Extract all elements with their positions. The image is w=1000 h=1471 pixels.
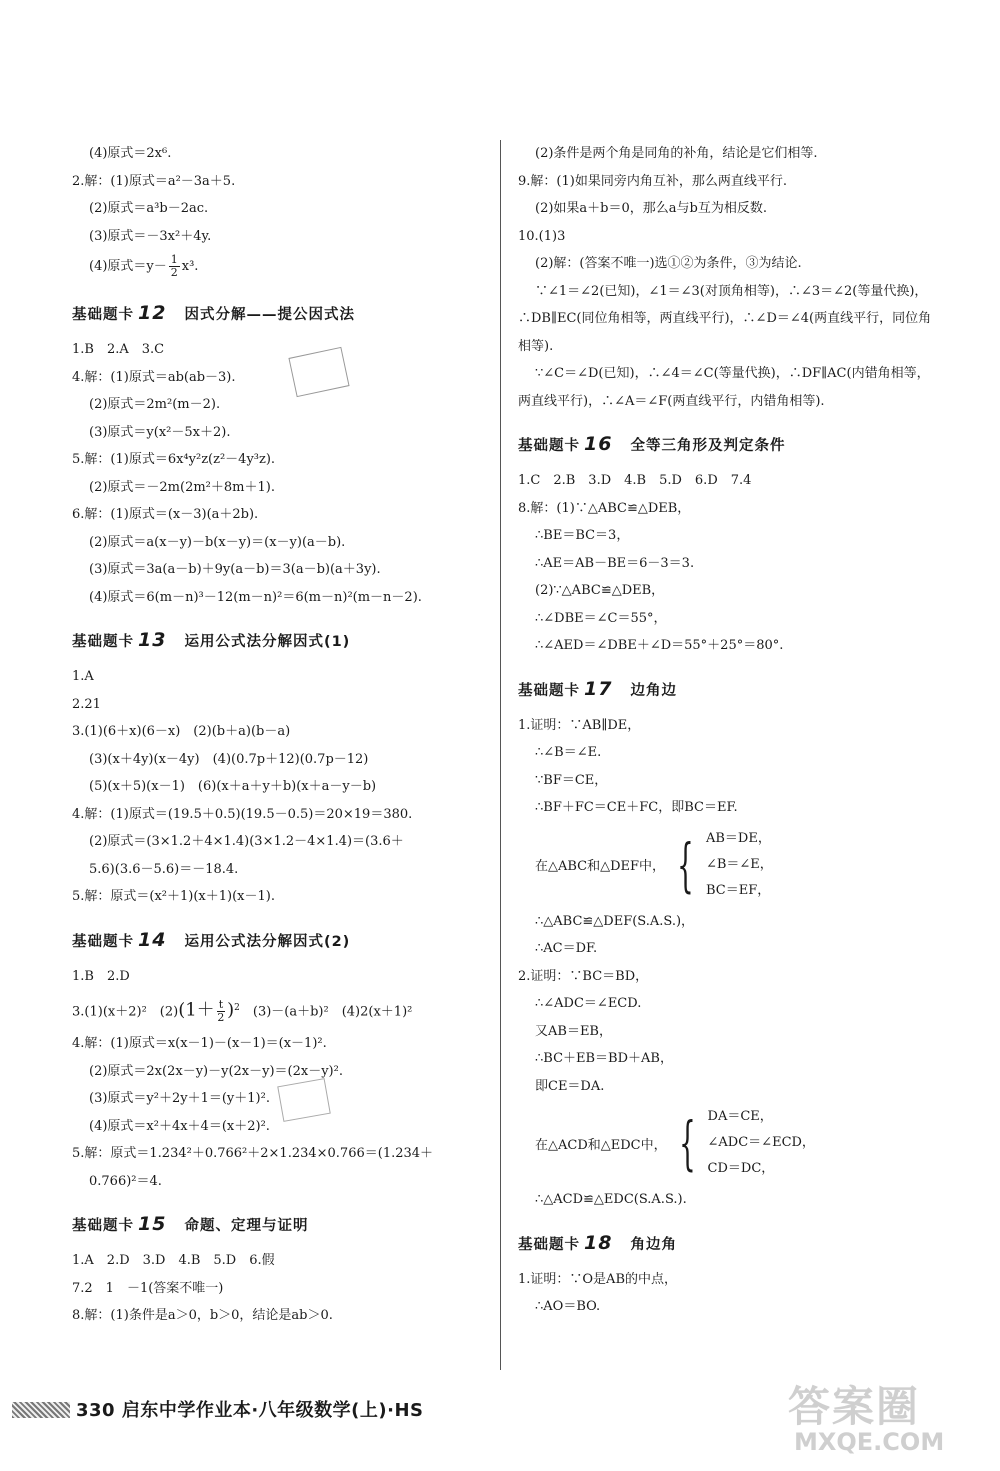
text-line: 1.证明：∵O是AB的中点， bbox=[518, 1271, 678, 1287]
text-line: 即CE＝DA. bbox=[535, 1078, 605, 1094]
text-line: 1.A bbox=[72, 669, 94, 684]
text-line: 4.解：(1)原式＝(19.5＋0.5)(19.5－0.5)＝20×19＝380. bbox=[72, 806, 413, 822]
text-line: ∴BE＝BC＝3， bbox=[535, 528, 630, 543]
brace-line: AB＝DE， bbox=[705, 830, 771, 846]
section-title: 边角边 bbox=[630, 682, 677, 699]
text-line: 5.6)(3.6－5.6)＝－18.4. bbox=[89, 861, 239, 877]
text-line: 3.(1)(6＋x)(6－x) (2)(b＋a)(b－a) bbox=[72, 724, 291, 739]
section-heading-13 bbox=[72, 629, 482, 651]
section-body-18 bbox=[518, 1266, 938, 1321]
section-prefix: 基础题卡 bbox=[72, 1218, 134, 1235]
column-divider bbox=[500, 140, 501, 1370]
condition-brace bbox=[518, 826, 938, 904]
text-line: (2)原式＝2x(2x－y)－y(2x－y)＝(2x－y)². bbox=[89, 1063, 343, 1079]
text-line: 1.证明：∵AB∥DE， bbox=[518, 717, 641, 733]
text-line: ∴AO＝BO. bbox=[535, 1299, 601, 1314]
text-line: (4)原式＝x²＋4x＋4＝(x＋2)². bbox=[89, 1118, 270, 1134]
section-prefix: 基础题卡 bbox=[72, 634, 134, 650]
brace-label: 在△ABC和△DEF中， bbox=[535, 859, 666, 874]
text-line: (2)解：(答案不唯一)选①②为条件，③为结论. bbox=[535, 256, 802, 271]
text-line: (5)(x＋5)(x－1) (6)(x＋a＋y＋b)(x＋a－y－b) bbox=[89, 779, 377, 794]
section-number: 17 bbox=[584, 677, 613, 700]
text-line: ∴∠DBE＝∠C＝55°， bbox=[535, 610, 667, 626]
fraction-denominator: 2 bbox=[170, 266, 178, 279]
text-line: ∴AC＝DF. bbox=[535, 941, 598, 956]
text-line: ∴∠ADC＝∠ECD. bbox=[535, 996, 642, 1011]
text-fragment: x³. bbox=[181, 259, 199, 274]
text-line: (3)原式＝y²＋2y＋1＝(y＋1)². bbox=[89, 1091, 270, 1107]
text-line: (2)原式＝a³b－2ac. bbox=[89, 201, 209, 216]
text-fragment: 3.(1)(x＋2)² (2) bbox=[72, 1004, 179, 1020]
section-title: 运用公式法分解因式(2) bbox=[184, 933, 351, 950]
section-title: 角边角 bbox=[630, 1236, 677, 1253]
watermark-text: 答案圈 bbox=[788, 1382, 921, 1431]
fraction bbox=[217, 999, 225, 1024]
text-line: (4)原式＝6(m－n)³－12(m－n)²＝6(m－n)²(m－n－2). bbox=[89, 589, 422, 605]
text-line: 9.解：(1)如果同旁内角互补，那么两直线平行. bbox=[518, 173, 787, 189]
fraction-numerator: 1 bbox=[170, 253, 178, 266]
section-body-14 bbox=[72, 963, 482, 1196]
text-line: (3)原式＝3a(a－b)＋9y(a－b)＝3(a－b)(a＋3y). bbox=[89, 562, 381, 577]
section-number: 14 bbox=[138, 928, 167, 951]
text-line: 1.B 2.A 3.C bbox=[72, 342, 165, 357]
text-line: ∴AE＝AB－BE＝6－3＝3. bbox=[535, 555, 695, 571]
brace-line: BC＝EF， bbox=[705, 882, 771, 898]
section-number: 13 bbox=[138, 629, 167, 651]
text-line: 4.解：(1)原式＝x(x－1)－(x－1)＝(x－1)². bbox=[72, 1036, 327, 1052]
watermark-logo bbox=[788, 1370, 988, 1460]
text-line: 5.解：原式＝1.234²＋0.766²＋2×1.234×0.766＝(1.234＋ bbox=[72, 1146, 434, 1162]
text-line: ∴BF＋FC＝CE＋FC，即BC＝EF. bbox=[535, 800, 738, 815]
text-line: (3)原式＝－3x²＋4y. bbox=[89, 228, 212, 244]
text-line: 0.766)²＝4. bbox=[89, 1173, 162, 1189]
text-line: ∵BF＝CE， bbox=[535, 772, 608, 788]
text-line: (4)原式＝2x⁶. bbox=[89, 146, 172, 161]
text-line: 2.21 bbox=[72, 696, 101, 712]
condition-brace bbox=[518, 1104, 938, 1182]
text-line: 10.(1)3 bbox=[518, 228, 566, 244]
text-fragment: (4)原式＝y－ bbox=[89, 259, 167, 274]
text-line: 8.解：(1)∵△ABC≌△DEB， bbox=[518, 500, 691, 516]
section-title: 因式分解——提公因式法 bbox=[184, 307, 355, 323]
brace-symbol: { bbox=[677, 830, 694, 899]
section-prefix: 基础题卡 bbox=[518, 438, 580, 454]
text-line: 7.2 1 －1(答案不唯一) bbox=[72, 1280, 224, 1296]
text-line: (2)∵△ABC≌△DEB， bbox=[535, 583, 665, 598]
fraction-numerator: t bbox=[218, 998, 224, 1012]
text-line: ∴△ABC≌△DEF(S.A.S.)， bbox=[535, 913, 695, 929]
brace-lines bbox=[708, 1104, 815, 1182]
section-title: 运用公式法分解因式(1) bbox=[184, 634, 351, 650]
fraction bbox=[169, 254, 180, 279]
brace-symbol: { bbox=[678, 1109, 696, 1177]
text-line: 1.B 2.D bbox=[72, 968, 130, 984]
section-prefix: 基础题卡 bbox=[72, 933, 134, 950]
brace-line: DA＝CE， bbox=[707, 1109, 773, 1124]
brace-line: ∠B＝∠E， bbox=[705, 856, 773, 872]
brace-label: 在△ACD和△EDC中， bbox=[535, 1137, 667, 1153]
text-line: 4.解：(1)原式＝ab(ab－3). bbox=[72, 369, 236, 385]
section-heading-17 bbox=[518, 678, 938, 700]
text-fragment: (3)－(a＋b)² (4)2(x＋1)² bbox=[239, 1004, 413, 1020]
section-prefix: 基础题卡 bbox=[72, 307, 134, 323]
section-number: 18 bbox=[584, 1231, 613, 1254]
text-line: ∴△ACD≌△EDC(S.A.S.). bbox=[535, 1192, 687, 1207]
left-column bbox=[72, 140, 482, 1330]
section-body-17 bbox=[518, 712, 938, 1214]
brace-line: ∠ADC＝∠ECD， bbox=[707, 1135, 815, 1150]
text-line: 3.(1)(x＋2)² (2)(1＋ $\frac{t}{2}$ )$^2$ (3)－(a＋b)² (4)2(x＋1)² bbox=[72, 998, 413, 1025]
section-prefix: 基础题卡 bbox=[518, 682, 580, 699]
text-line: (2)原式＝2m²(m－2). bbox=[89, 397, 221, 412]
footer-pattern bbox=[12, 1402, 70, 1418]
brace-lines bbox=[706, 826, 773, 904]
section-heading-16 bbox=[518, 433, 938, 455]
text-line: (3)原式＝y(x²－5x＋2). bbox=[89, 424, 231, 440]
section-title: 命题、定理与证明 bbox=[184, 1218, 309, 1235]
brace-line: CD＝DC， bbox=[707, 1161, 775, 1176]
section-body-15 bbox=[72, 1247, 482, 1330]
text-line: 1.A 2.D 3.D 4.B 5.D 6.假 bbox=[72, 1253, 275, 1269]
section-body-13 bbox=[72, 663, 482, 911]
text-line: (2)原式＝－2m(2m²＋8m＋1). bbox=[89, 479, 275, 495]
section-body-16 bbox=[518, 467, 938, 660]
text-line: 6.解：(1)原式＝(x－3)(a＋2b). bbox=[72, 507, 259, 522]
section-title: 全等三角形及判定条件 bbox=[630, 438, 786, 454]
text-line: 2.证明：∵BC＝BD， bbox=[518, 968, 649, 984]
text-line: 5.解：(1)原式＝6x⁴y²z(z²－4y³z). bbox=[72, 452, 276, 467]
proof-paragraph: ∵∠1＝∠2(已知)，∠1＝∠3(对顶角相等)，∴∠3＝∠2(等量代换)，∴DB∥EC(同位角相等，两直线平行)，∴∠D＝∠4(两直线平行，同位角相等). bbox=[518, 283, 932, 354]
text-line: ∴∠AED＝∠DBE＋∠D＝55°＋25°＝80°. bbox=[535, 638, 784, 653]
proof-paragraph: ∵∠C＝∠D(已知)，∴∠4＝∠C(等量代换)，∴DF∥AC(内错角相等，两直线平行)，∴∠A＝∠F(两直线平行，内错角相等). bbox=[518, 366, 930, 409]
text-line bbox=[72, 250, 482, 284]
section-body-12 bbox=[72, 336, 482, 611]
section-number: 16 bbox=[584, 433, 613, 455]
text-line: (3)(x＋4y)(x－4y) (4)(0.7p＋12)(0.7p－12) bbox=[89, 751, 369, 767]
section-heading-14 bbox=[72, 929, 482, 951]
text-line: 2.解：(1)原式＝a²－3a＋5. bbox=[72, 173, 236, 189]
text-line: 8.解：(1)条件是a＞0，b＞0，结论是ab＞0. bbox=[72, 1308, 333, 1324]
text-line: 5.解：原式＝(x²＋1)(x＋1)(x－1). bbox=[72, 889, 275, 904]
fraction-denominator: 2 bbox=[217, 1011, 225, 1025]
watermark-url: MXQE.COM bbox=[794, 1428, 945, 1456]
section-heading-12 bbox=[72, 302, 482, 324]
section-number: 12 bbox=[138, 302, 167, 324]
right-column bbox=[518, 140, 938, 1321]
section-prefix: 基础题卡 bbox=[518, 1236, 580, 1253]
text-line: ∴BC＋EB＝BD＋AB， bbox=[535, 1051, 673, 1066]
text-line: 1.C 2.B 3.D 4.B 5.D 6.D 7.4 bbox=[518, 473, 752, 488]
footer-text: 330 启东中学作业本·八年级数学(上)·HS bbox=[76, 1400, 424, 1421]
section-number: 15 bbox=[138, 1213, 167, 1236]
text-line: 又AB＝EB， bbox=[535, 1023, 612, 1039]
text-line: (2)如果a＋b＝0，那么a与b互为相反数. bbox=[535, 201, 767, 216]
text-line: ∴∠B＝∠E. bbox=[535, 745, 602, 760]
text-line: (2)条件是两个角是同角的补角，结论是它们相等. bbox=[535, 146, 818, 161]
section-heading-15 bbox=[72, 1213, 482, 1235]
text-line: (2)原式＝(3×1.2＋4×1.4)(3×1.2－4×1.4)＝(3.6＋ bbox=[89, 834, 404, 849]
text-line: (2)原式＝a(x－y)－b(x－y)＝(x－y)(a－b). bbox=[89, 534, 346, 550]
section-heading-18 bbox=[518, 1232, 938, 1254]
